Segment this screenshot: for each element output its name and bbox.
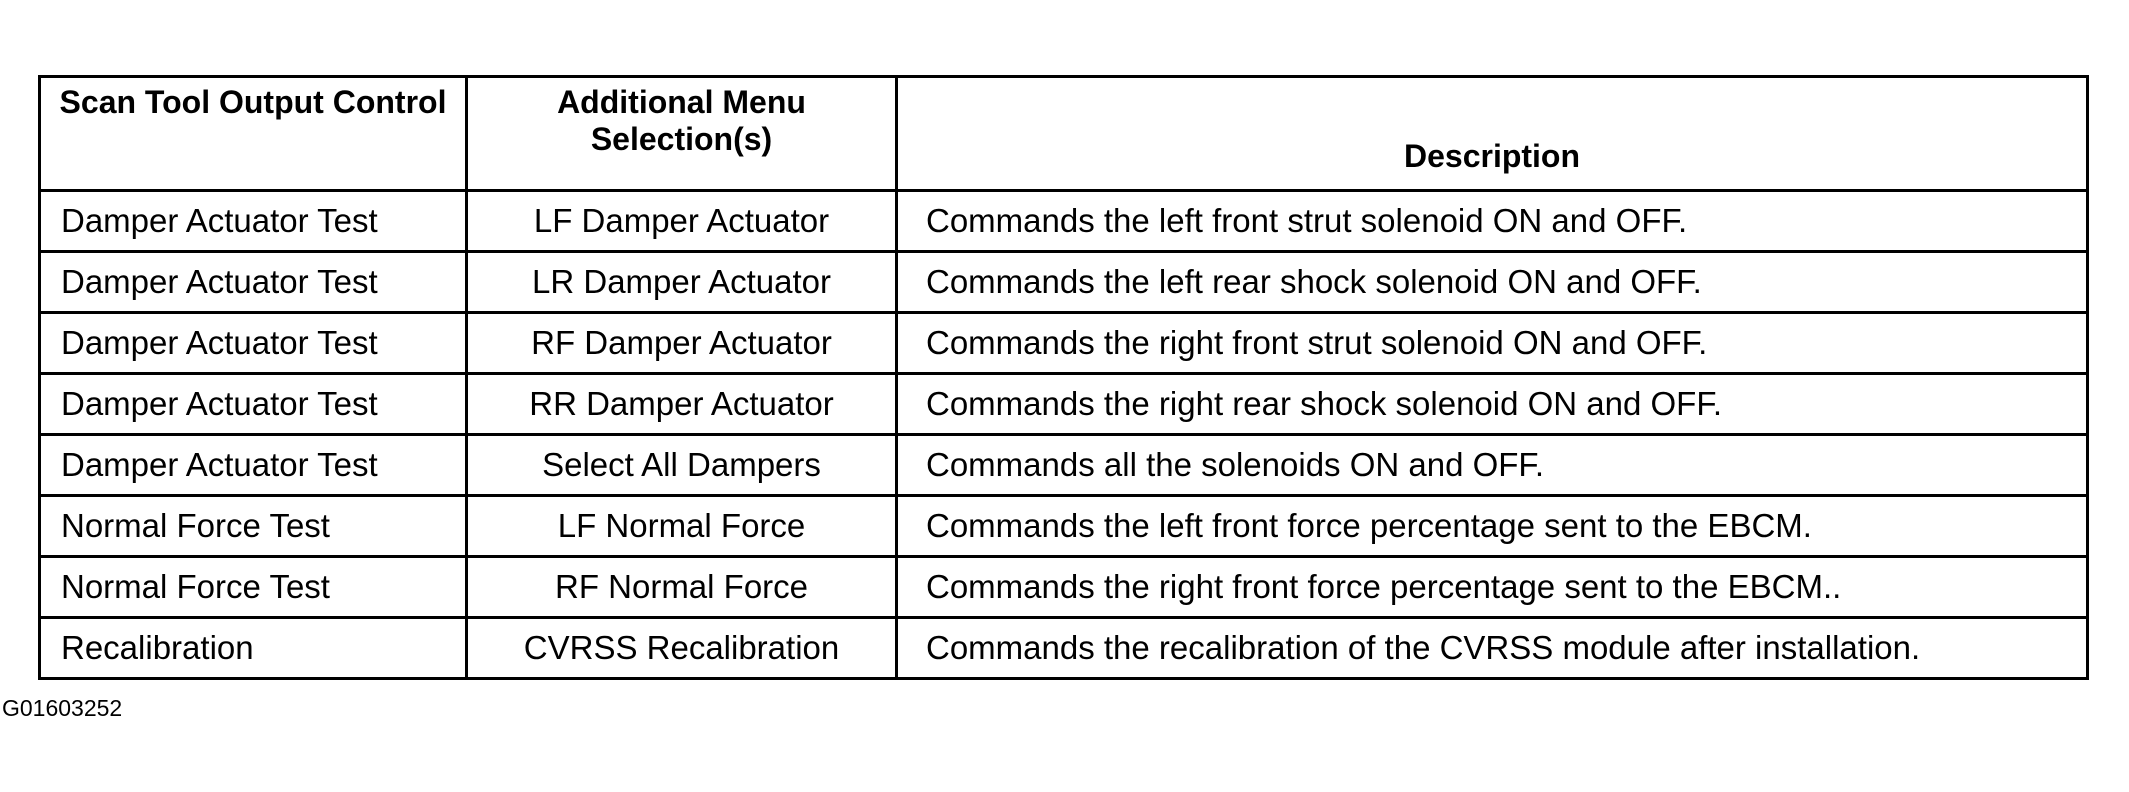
cell-output-control: Normal Force Test <box>40 496 467 557</box>
figure-id-label: G01603252 <box>2 695 123 721</box>
table-row <box>40 435 2088 496</box>
cell-description: Commands the right rear shock solenoid ON and OFF. <box>897 374 2088 435</box>
header-scan-tool-output-control: Scan Tool Output Control <box>40 77 467 191</box>
scan-tool-output-table <box>38 75 2089 680</box>
header-additional-menu-selections: Additional Menu Selection(s) <box>467 77 897 191</box>
cell-menu-selection: Select All Dampers <box>467 435 897 496</box>
cell-menu-selection: LR Damper Actuator <box>467 252 897 313</box>
cell-menu-selection: LF Normal Force <box>467 496 897 557</box>
table-row <box>40 618 2088 679</box>
cell-description: Commands the right front strut solenoid ON and OFF. <box>897 313 2088 374</box>
cell-description: Commands the left front strut solenoid ON and OFF. <box>897 191 2088 252</box>
cell-output-control: Recalibration <box>40 618 467 679</box>
cell-output-control: Damper Actuator Test <box>40 191 467 252</box>
cell-description: Commands the recalibration of the CVRSS module after installation. <box>897 618 2088 679</box>
table-header-row <box>40 77 2088 191</box>
cell-output-control: Damper Actuator Test <box>40 252 467 313</box>
cell-output-control: Damper Actuator Test <box>40 313 467 374</box>
cell-menu-selection: CVRSS Recalibration <box>467 618 897 679</box>
table-row <box>40 496 2088 557</box>
cell-output-control: Normal Force Test <box>40 557 467 618</box>
cell-menu-selection: RF Normal Force <box>467 557 897 618</box>
cell-description: Commands the right front force percentage sent to the EBCM.. <box>897 557 2088 618</box>
cell-description: Commands the left front force percentage sent to the EBCM. <box>897 496 2088 557</box>
header-description: Description <box>897 77 2088 191</box>
cell-description: Commands all the solenoids ON and OFF. <box>897 435 2088 496</box>
cell-output-control: Damper Actuator Test <box>40 374 467 435</box>
cell-menu-selection: RF Damper Actuator <box>467 313 897 374</box>
table-row <box>40 374 2088 435</box>
cell-menu-selection: RR Damper Actuator <box>467 374 897 435</box>
cell-menu-selection: LF Damper Actuator <box>467 191 897 252</box>
cell-description: Commands the left rear shock solenoid ON and OFF. <box>897 252 2088 313</box>
table-row <box>40 252 2088 313</box>
table-row <box>40 557 2088 618</box>
table-row <box>40 191 2088 252</box>
cell-output-control: Damper Actuator Test <box>40 435 467 496</box>
table-row <box>40 313 2088 374</box>
